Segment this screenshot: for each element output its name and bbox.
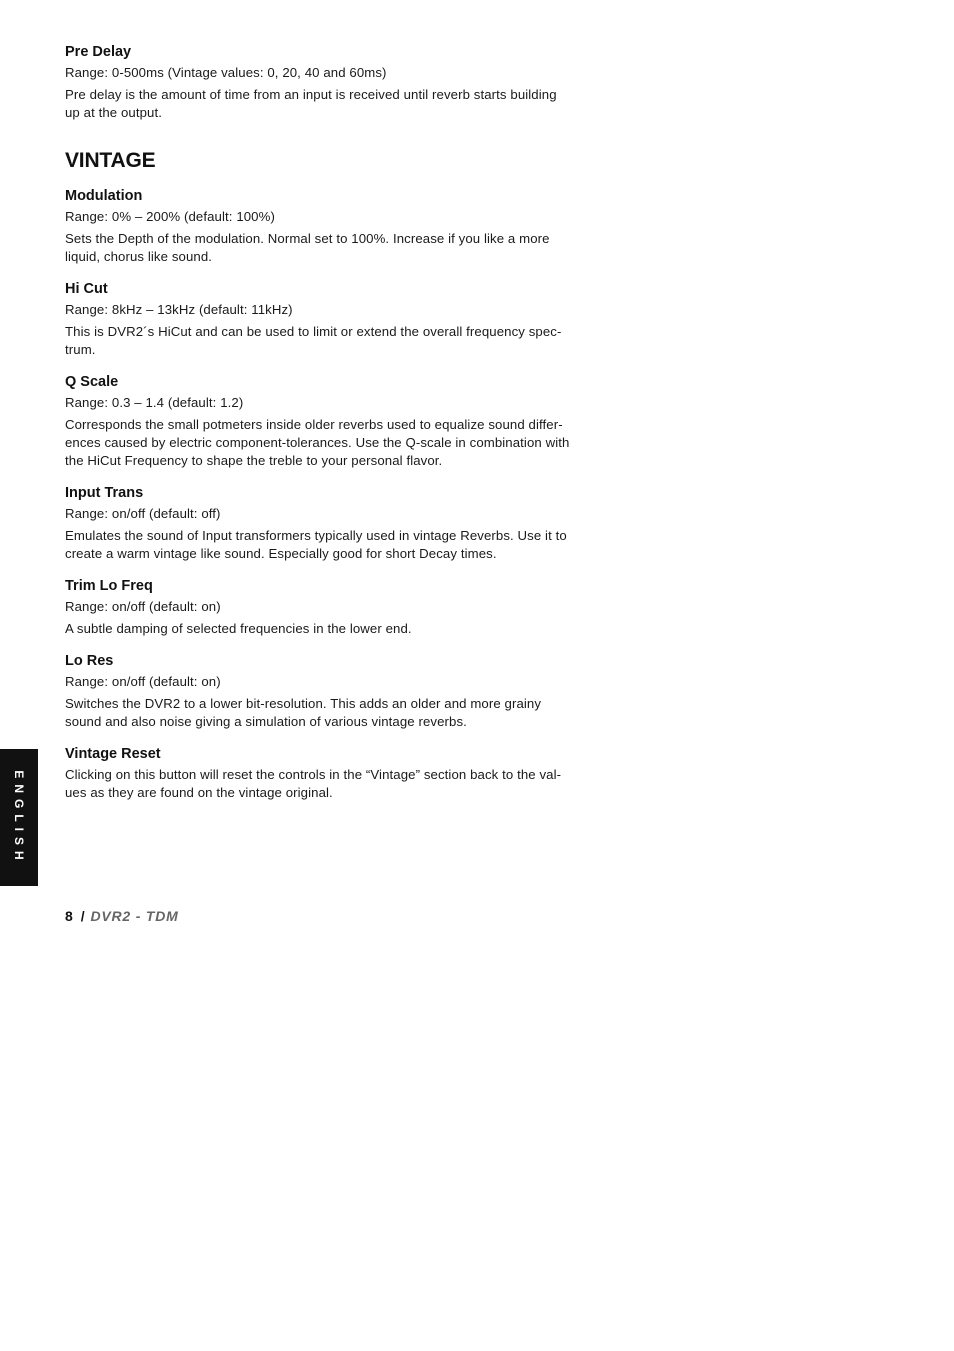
param-title: Pre Delay bbox=[65, 44, 132, 60]
desc-line: Switches the DVR2 to a lower bit-resolution. This adds an older and more grainy bbox=[65, 696, 542, 711]
param-title: Q Scale bbox=[65, 374, 119, 390]
param-description bbox=[65, 416, 615, 470]
desc-line: This is DVR2´s HiCut and can be used to limit or extend the overall frequency spec- bbox=[65, 324, 562, 339]
param-description bbox=[65, 766, 615, 802]
desc-line: A subtle damping of selected frequencies in the lower end. bbox=[65, 621, 412, 636]
page-footer bbox=[65, 907, 179, 925]
param-title: Vintage Reset bbox=[65, 746, 161, 762]
param-description bbox=[65, 86, 615, 122]
param-title: Trim Lo Freq bbox=[65, 578, 153, 594]
param-title: Lo Res bbox=[65, 653, 114, 669]
param-modulation bbox=[65, 186, 615, 266]
param-pre-delay bbox=[65, 42, 615, 122]
param-description bbox=[65, 695, 615, 731]
param-range: Range: 0.3 – 1.4 (default: 1.2) bbox=[65, 395, 244, 410]
param-lo-res bbox=[65, 651, 615, 731]
language-label: ENGLISH bbox=[12, 769, 26, 866]
section-heading-vintage: VINTAGE bbox=[65, 149, 156, 172]
desc-line: Corresponds the small potmeters inside older reverbs used to equalize sound differ- bbox=[65, 417, 563, 432]
param-description bbox=[65, 323, 615, 359]
desc-line: create a warm vintage like sound. Especially good for short Decay times. bbox=[65, 546, 497, 561]
desc-line: Pre delay is the amount of time from an input is received until reverb starts building bbox=[65, 87, 557, 102]
param-vintage-reset bbox=[65, 744, 615, 802]
param-title: Modulation bbox=[65, 188, 143, 204]
param-range: Range: 0% – 200% (default: 100%) bbox=[65, 209, 275, 224]
param-trim-lo-freq bbox=[65, 576, 615, 638]
desc-line: Sets the Depth of the modulation. Normal set to 100%. Increase if you like a more bbox=[65, 231, 550, 246]
page-content bbox=[65, 42, 615, 815]
param-q-scale bbox=[65, 372, 615, 470]
language-side-tab bbox=[0, 749, 38, 886]
param-range: Range: on/off (default: on) bbox=[65, 674, 221, 689]
desc-line: liquid, chorus like sound. bbox=[65, 249, 213, 264]
desc-line: the HiCut Frequency to shape the treble to your personal flavor. bbox=[65, 453, 443, 468]
param-input-trans bbox=[65, 483, 615, 563]
param-title: Hi Cut bbox=[65, 281, 108, 297]
desc-line: up at the output. bbox=[65, 105, 163, 120]
desc-line: ues as they are found on the vintage original. bbox=[65, 785, 333, 800]
page-number: 8 bbox=[65, 908, 73, 924]
footer-separator: / bbox=[80, 908, 85, 924]
param-description bbox=[65, 527, 615, 563]
param-range: Range: 8kHz – 13kHz (default: 11kHz) bbox=[65, 302, 293, 317]
desc-line: Emulates the sound of Input transformers typically used in vintage Reverbs. Use it to bbox=[65, 528, 567, 543]
param-range: Range: on/off (default: on) bbox=[65, 599, 221, 614]
param-range: Range: on/off (default: off) bbox=[65, 506, 221, 521]
param-title: Input Trans bbox=[65, 485, 144, 501]
param-description bbox=[65, 230, 615, 266]
desc-line: trum. bbox=[65, 342, 96, 357]
desc-line: Clicking on this button will reset the controls in the “Vintage” section back to the val- bbox=[65, 767, 562, 782]
param-description bbox=[65, 620, 615, 638]
param-range: Range: 0-500ms (Vintage values: 0, 20, 40 and 60ms) bbox=[65, 65, 387, 80]
desc-line: sound and also noise giving a simulation of various vintage reverbs. bbox=[65, 714, 467, 729]
param-hi-cut bbox=[65, 279, 615, 359]
desc-line: ences caused by electric component-tolerances. Use the Q-scale in combination with bbox=[65, 435, 570, 450]
footer-product-name: DVR2 - TDM bbox=[90, 908, 179, 924]
